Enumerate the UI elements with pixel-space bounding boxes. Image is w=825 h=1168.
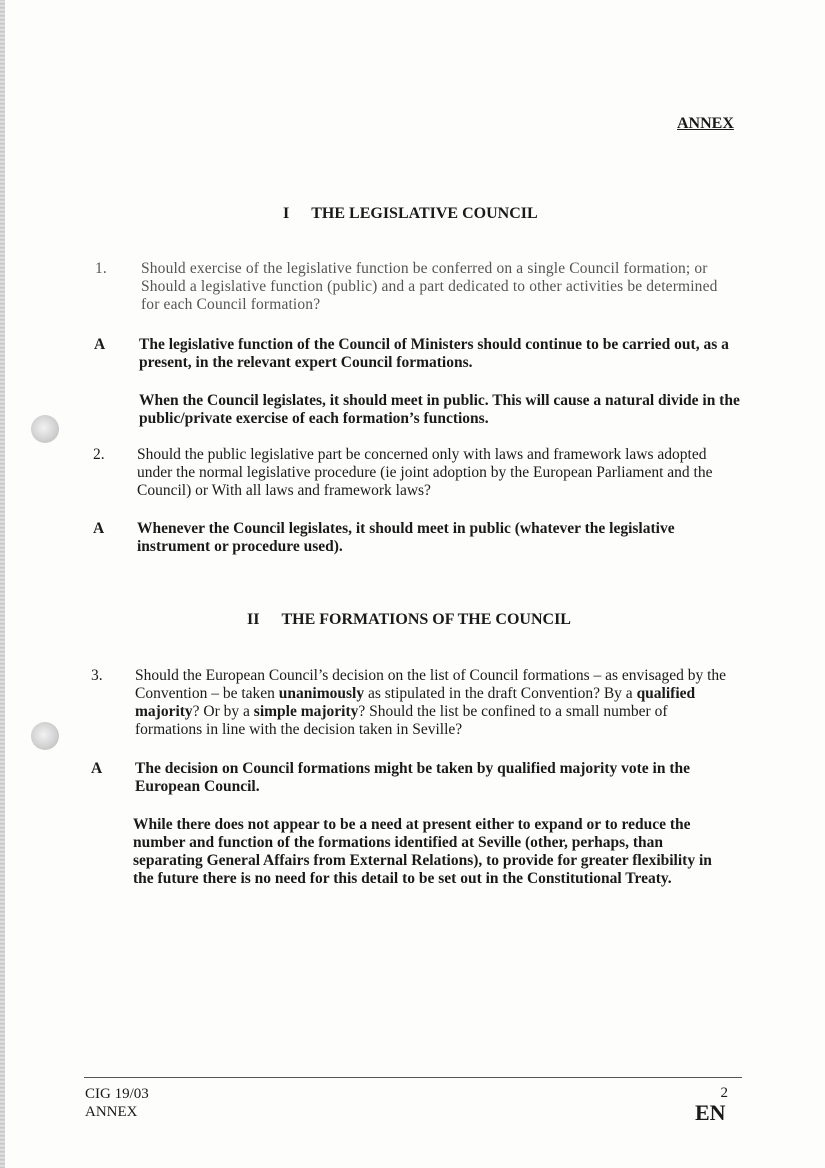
answer-marker: A [93, 520, 105, 537]
section-title: THE FORMATIONS OF THE COUNCIL [281, 611, 571, 628]
section-heading-legislative-council [283, 205, 538, 223]
question-text [135, 667, 735, 739]
text-run: ? Should the list be confined to a small number of formations in line with the decision taken in Seville? [135, 703, 668, 738]
footer-divider [84, 1077, 742, 1078]
answer-text: The legislative function of the Council of Ministers should continue to be carried out, as a present, in the relevant expert Council formations. [139, 336, 729, 371]
punch-hole [31, 415, 59, 443]
page-number: 2 [720, 1085, 728, 1101]
item-number: 2. [93, 446, 105, 463]
annex-heading: ANNEX [677, 115, 734, 132]
question-text: Should the public legislative part be concerned only with laws and framework laws adopted under the normal legislative procedure (ie joint adoption by the European Parliament and the Council) or With all laws and framework laws? [137, 446, 713, 499]
document-reference: CIG 19/03 [85, 1086, 149, 1102]
answer-marker: A [94, 336, 106, 353]
scan-edge [0, 0, 5, 1168]
answer-1-paragraph-2: When the Council legislates, it should meet in public. This will cause a natural divide in the public/private exercise of each formation’s functions. [139, 392, 740, 427]
footer-annex-label: ANNEX [85, 1104, 138, 1120]
answer-text: Whenever the Council legislates, it should meet in public (whatever the legislative instrument or procedure used). [137, 520, 675, 555]
footer-reference [85, 1085, 149, 1121]
text-run: Should the European Council’s decision on the list of Council formations – as envisaged by the Convention – be taken [135, 667, 727, 702]
language-code: EN [695, 1100, 726, 1125]
punch-hole [31, 722, 59, 750]
answer-marker: A [91, 760, 103, 777]
section-title: THE LEGISLATIVE COUNCIL [311, 205, 538, 222]
section-number: II [247, 611, 260, 628]
emphasis-unanimously: unanimously [278, 685, 365, 702]
item-number: 3. [91, 667, 103, 684]
text-run: ? Or by a [192, 703, 254, 720]
answer-text: The decision on Council formations might be taken by qualified majority vote in the European Council. [135, 760, 691, 795]
item-number: 1. [95, 260, 107, 277]
section-heading-formations [247, 611, 571, 629]
emphasis-simple-majority: simple majority [253, 703, 359, 720]
answer-3-paragraph-2: While there does not appear to be a need at present either to expand or to reduce the number and function of the formations identified at Seville (other, perhaps, than separating General Affairs from External Relations), to provide for greater flexibility in the future there is no need for this detail to be set out in the Constitutional Treaty. [133, 816, 712, 887]
question-text: Should exercise of the legislative function be conferred on a single Council formation; or Should a legislative function (public) and a part dedicated to other activities be determined for each Council formation? [141, 260, 718, 313]
emphasis-qualified-majority: qualified majority [135, 685, 696, 720]
section-number: I [283, 205, 290, 222]
text-run: as stipulated in the draft Convention? By a [364, 685, 637, 702]
